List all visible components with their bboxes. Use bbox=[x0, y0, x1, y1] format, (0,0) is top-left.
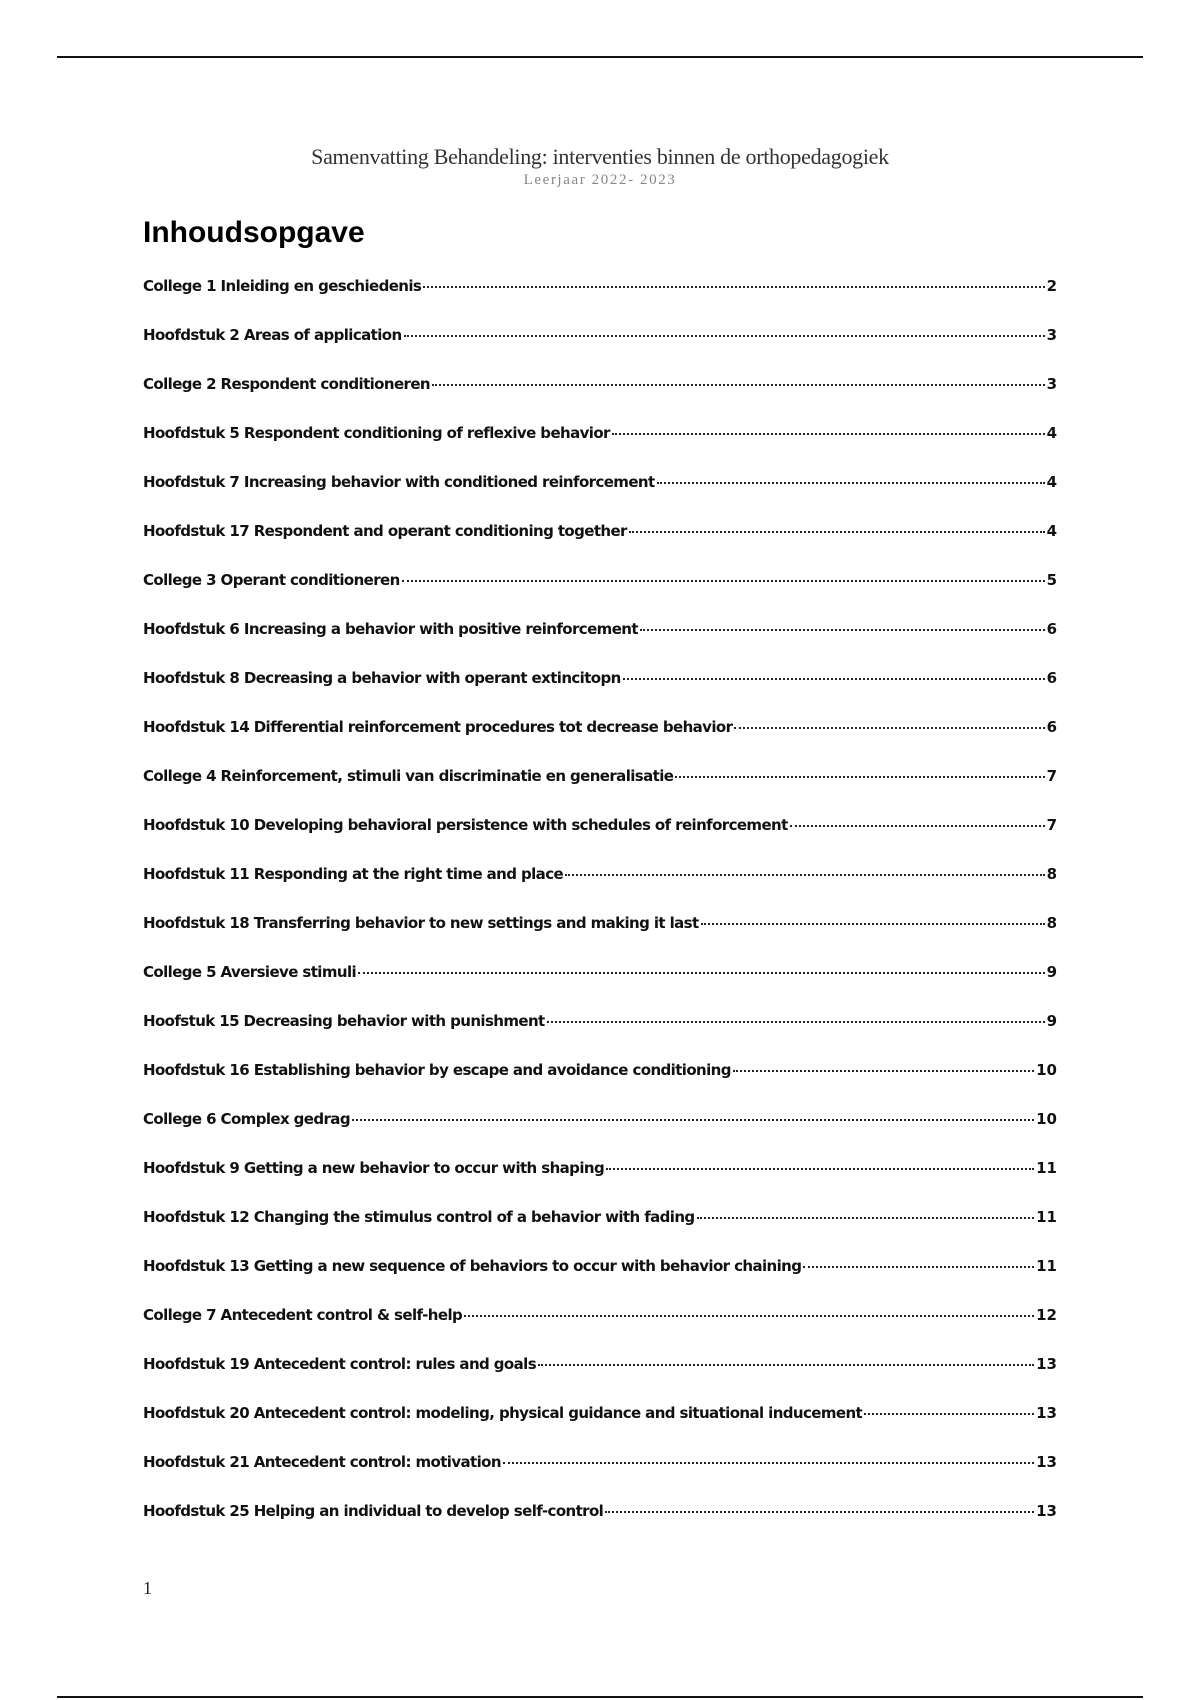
toc-entry-title: Hoofdstuk 12 Changing the stimulus control of a behavior with fading bbox=[143, 1208, 695, 1226]
toc-dot-leader bbox=[547, 1021, 1045, 1023]
toc-entry-title: Hoofdstuk 2 Areas of application bbox=[143, 326, 402, 344]
toc-entry[interactable] bbox=[143, 1208, 1057, 1257]
toc-dot-leader bbox=[803, 1266, 1034, 1268]
toc-entry-page: 12 bbox=[1036, 1306, 1057, 1324]
toc-entry-page: 9 bbox=[1046, 1012, 1057, 1030]
toc-entry-title: Hoofdstuk 5 Respondent conditioning of reflexive behavior bbox=[143, 424, 610, 442]
toc-dot-leader bbox=[733, 1070, 1034, 1072]
toc-entry-title: College 4 Reinforcement, stimuli van discriminatie en generalisatie bbox=[143, 767, 674, 785]
toc-entry[interactable] bbox=[143, 816, 1057, 865]
document-subtitle: Leerjaar 2022- 2023 bbox=[523, 172, 677, 188]
toc-entry-page: 4 bbox=[1046, 424, 1057, 442]
toc-entry-page: 2 bbox=[1046, 277, 1057, 295]
toc-entry-page: 8 bbox=[1046, 914, 1057, 932]
toc-entry[interactable] bbox=[143, 865, 1057, 914]
toc-dot-leader bbox=[612, 433, 1045, 435]
toc-entry-page: 6 bbox=[1046, 669, 1057, 687]
toc-entry[interactable] bbox=[143, 277, 1057, 326]
toc-entry[interactable] bbox=[143, 669, 1057, 718]
toc-entry[interactable] bbox=[143, 522, 1057, 571]
toc-entry[interactable] bbox=[143, 718, 1057, 767]
toc-entry-title: College 2 Respondent conditioneren bbox=[143, 375, 430, 393]
toc-entry[interactable] bbox=[143, 375, 1057, 424]
toc-entry[interactable] bbox=[143, 767, 1057, 816]
toc-entry-title: Hoofdstuk 9 Getting a new behavior to occur with shaping bbox=[143, 1159, 605, 1177]
toc-entry-title: Hoofdstuk 18 Transferring behavior to new settings and making it last bbox=[143, 914, 699, 932]
toc-entry-page: 5 bbox=[1046, 571, 1057, 589]
toc-entry[interactable] bbox=[143, 424, 1057, 473]
toc-dot-leader bbox=[697, 1217, 1035, 1219]
page-bottom-rule bbox=[57, 1696, 1143, 1698]
toc-dot-leader bbox=[423, 286, 1044, 288]
toc-dot-leader bbox=[538, 1364, 1034, 1366]
toc-entry[interactable] bbox=[143, 1257, 1057, 1306]
toc-entry[interactable] bbox=[143, 1453, 1057, 1502]
toc-entry-page: 7 bbox=[1046, 767, 1057, 785]
toc-entry-title: College 6 Complex gedrag bbox=[143, 1110, 350, 1128]
toc-entry-page: 4 bbox=[1046, 522, 1057, 540]
toc-entry-page: 6 bbox=[1046, 718, 1057, 736]
toc-dot-leader bbox=[675, 776, 1044, 778]
toc-dot-leader bbox=[402, 580, 1045, 582]
toc-entry[interactable] bbox=[143, 1404, 1057, 1453]
toc-dot-leader bbox=[503, 1462, 1034, 1464]
toc-entry[interactable] bbox=[143, 914, 1057, 963]
toc-dot-leader bbox=[606, 1168, 1034, 1170]
toc-entry[interactable] bbox=[143, 326, 1057, 375]
toc-entry-page: 3 bbox=[1046, 375, 1057, 393]
toc-entry[interactable] bbox=[143, 1355, 1057, 1404]
toc-dot-leader bbox=[734, 727, 1044, 729]
toc-dot-leader bbox=[864, 1413, 1034, 1415]
toc-entry-title: Hoofdstuk 17 Respondent and operant conditioning together bbox=[143, 522, 627, 540]
toc-dot-leader bbox=[404, 335, 1045, 337]
toc-heading: Inhoudsopgave bbox=[143, 216, 365, 249]
toc-entry[interactable] bbox=[143, 1306, 1057, 1355]
toc-entry[interactable] bbox=[143, 571, 1057, 620]
toc-entry[interactable] bbox=[143, 963, 1057, 1012]
toc-dot-leader bbox=[464, 1315, 1034, 1317]
toc-entry-title: Hoofdstuk 20 Antecedent control: modeling, physical guidance and situational inducement bbox=[143, 1404, 863, 1422]
toc-dot-leader bbox=[629, 531, 1045, 533]
toc-entry-page: 7 bbox=[1046, 816, 1057, 834]
toc-entry-title: Hoofdstuk 7 Increasing behavior with conditioned reinforcement bbox=[143, 473, 655, 491]
toc-entry-page: 13 bbox=[1036, 1404, 1057, 1422]
toc-dot-leader bbox=[790, 825, 1045, 827]
toc-entry-page: 10 bbox=[1036, 1110, 1057, 1128]
toc-entry-page: 9 bbox=[1046, 963, 1057, 981]
toc-entry[interactable] bbox=[143, 1061, 1057, 1110]
toc-entry-title: College 5 Aversieve stimuli bbox=[143, 963, 357, 981]
toc-entry-page: 3 bbox=[1046, 326, 1057, 344]
toc-entry-title: Hoofdstuk 10 Developing behavioral persistence with schedules of reinforcement bbox=[143, 816, 788, 834]
toc-entry-page: 11 bbox=[1036, 1159, 1057, 1177]
toc-entry-title: College 1 Inleiding en geschiedenis bbox=[143, 277, 422, 295]
toc-dot-leader bbox=[657, 482, 1045, 484]
toc-entry-page: 13 bbox=[1036, 1355, 1057, 1373]
toc-dot-leader bbox=[432, 384, 1045, 386]
document-title: Samenvatting Behandeling: interventies binnen de orthopedagogiek bbox=[311, 144, 889, 169]
toc-entry[interactable] bbox=[143, 1012, 1057, 1061]
toc-dot-leader bbox=[640, 629, 1045, 631]
toc-dot-leader bbox=[352, 1119, 1034, 1121]
toc-entry[interactable] bbox=[143, 1159, 1057, 1208]
toc-dot-leader bbox=[358, 972, 1045, 974]
toc-entry[interactable] bbox=[143, 620, 1057, 669]
toc-entry-title: Hoofdstuk 14 Differential reinforcement procedures tot decrease behavior bbox=[143, 718, 733, 736]
toc-entry-title: Hoofdstuk 21 Antecedent control: motivation bbox=[143, 1453, 501, 1471]
toc-entry-title: Hoofdstuk 8 Decreasing a behavior with operant extincitopn bbox=[143, 669, 621, 687]
toc-entry[interactable] bbox=[143, 1110, 1057, 1159]
toc-dot-leader bbox=[701, 923, 1045, 925]
toc-entry-title: College 7 Antecedent control & self-help bbox=[143, 1306, 463, 1324]
toc-entry-page: 6 bbox=[1046, 620, 1057, 638]
toc-entry-page: 11 bbox=[1036, 1208, 1057, 1226]
toc-dot-leader bbox=[623, 678, 1045, 680]
toc-entry-page: 11 bbox=[1036, 1257, 1057, 1275]
toc-entry-page: 13 bbox=[1036, 1502, 1057, 1520]
page-top-rule bbox=[57, 56, 1143, 58]
toc-entry[interactable] bbox=[143, 473, 1057, 522]
toc-entry-title: Hoofdstuk 6 Increasing a behavior with positive reinforcement bbox=[143, 620, 638, 638]
toc-entry-page: 8 bbox=[1046, 865, 1057, 883]
toc-entry[interactable] bbox=[143, 1502, 1057, 1551]
toc-entry-title: Hoofdstuk 13 Getting a new sequence of behaviors to occur with behavior chaining bbox=[143, 1257, 802, 1275]
toc-entry-title: Hoofdstuk 19 Antecedent control: rules and goals bbox=[143, 1355, 537, 1373]
toc-entry-page: 13 bbox=[1036, 1453, 1057, 1471]
toc-entry-title: Hoofstuk 15 Decreasing behavior with punishment bbox=[143, 1012, 545, 1030]
toc-entry-title: Hoofdstuk 16 Establishing behavior by escape and avoidance conditioning bbox=[143, 1061, 731, 1079]
page-number: 1 bbox=[143, 1578, 152, 1598]
toc-entry-page: 10 bbox=[1036, 1061, 1057, 1079]
toc-dot-leader bbox=[605, 1511, 1034, 1513]
toc-entry-title: Hoofdstuk 11 Responding at the right time and place bbox=[143, 865, 564, 883]
toc-dot-leader bbox=[565, 874, 1045, 876]
toc-entry-title: College 3 Operant conditioneren bbox=[143, 571, 400, 589]
table-of-contents bbox=[143, 277, 1057, 1551]
toc-entry-page: 4 bbox=[1046, 473, 1057, 491]
toc-entry-title: Hoofdstuk 25 Helping an individual to develop self-control bbox=[143, 1502, 604, 1520]
